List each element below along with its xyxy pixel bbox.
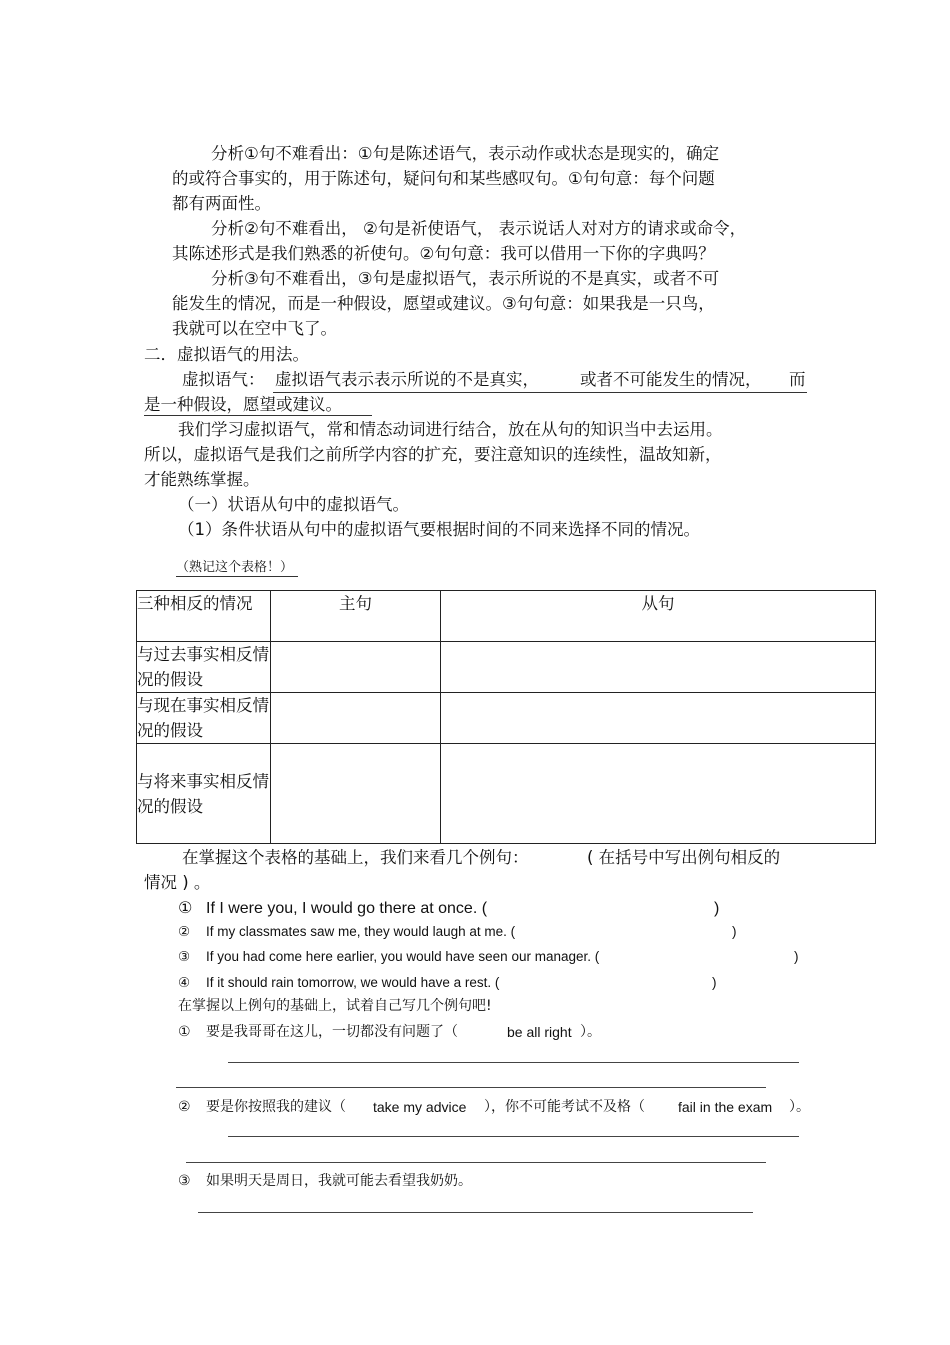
- answer-line-3[interactable]: [198, 1212, 753, 1213]
- row-future-sub[interactable]: [441, 744, 876, 844]
- analysis-2-line1: 分析②句不难看出， ②句是祈使语气， 表示说话人对对方的请求或命令，: [211, 219, 747, 238]
- section-heading: 二．虚拟语气的用法。: [144, 345, 309, 364]
- example-4-text: If it should rain tomorrow, we would have a rest. (: [206, 975, 500, 990]
- answer-line-2b[interactable]: [186, 1162, 766, 1163]
- table-row: [137, 744, 876, 844]
- table-note: （熟记这个表格！）: [176, 560, 294, 575]
- row-future-label: 与将来事实相反情况的假设: [137, 744, 271, 844]
- definition-underline-2: [144, 415, 372, 416]
- practice-1-cn1: 要是我哥哥在这儿，一切都没有问题了（: [206, 1024, 458, 1040]
- analysis-3-line1: 分析③句不难看出，③句是虚拟语气，表示所说的不是真实，或者不可: [211, 269, 720, 288]
- definition-part3: 而: [789, 370, 806, 389]
- practice-1-cn2: ）。: [580, 1024, 601, 1040]
- practice-3-cn1: 如果明天是周日，我就可能去看望我奶奶。: [206, 1173, 472, 1189]
- subheading-adverbial: （一）状语从句中的虚拟语气。: [178, 495, 409, 514]
- definition-label: 虚拟语气：: [182, 370, 265, 389]
- example-3-number: ③: [178, 949, 191, 964]
- example-1-number: ①: [178, 900, 193, 917]
- definition-line2: 是一种假设，愿望或建议。: [144, 395, 342, 414]
- subjunctive-table: [136, 590, 876, 844]
- practice-1-en1: be all right: [507, 1024, 572, 1040]
- example-3-text: If you had come here earlier, you would have seen our manager. (: [206, 949, 600, 964]
- example-1-close: ): [714, 900, 720, 917]
- examples-intro-part3: 情况 ) 。: [144, 873, 211, 892]
- practice-2-en2: fail in the exam: [678, 1099, 773, 1115]
- row-future-main[interactable]: [271, 744, 441, 844]
- practice-2-en1: take my advice: [373, 1099, 467, 1115]
- practice-1-number: ①: [178, 1024, 191, 1040]
- paragraph-line1: 我们学习虚拟语气，常和情态动词进行结合，放在从句的知识当中去运用。: [178, 420, 723, 439]
- practice-3-number: ③: [178, 1173, 191, 1189]
- analysis-3-line2: 能发生的情况，而是一种假设，愿望或建议。③句句意：如果我是一只鸟，: [172, 294, 715, 313]
- example-2-text: If my classmates saw me, they would laugh at me. (: [206, 924, 516, 939]
- paragraph-line2: 所以，虚拟语气是我们之前所学内容的扩充，要注意知识的连续性，温故知新，: [144, 445, 722, 464]
- analysis-1-line3: 都有两面性。: [172, 194, 271, 213]
- examples-intro-part1: 在掌握这个表格的基础上，我们来看几个例句：: [182, 848, 529, 867]
- table-row: [137, 642, 876, 693]
- definition-part1: 虚拟语气表示表示所说的不是真实，: [275, 370, 539, 389]
- answer-line-1a[interactable]: [228, 1062, 799, 1063]
- row-present-main[interactable]: [271, 693, 441, 744]
- row-past-sub[interactable]: [441, 642, 876, 693]
- subheading-conditional: （1）条件状语从句中的虚拟语气要根据时间的不同来选择不同的情况。: [178, 520, 700, 539]
- analysis-3-line3: 我就可以在空中飞了。: [172, 319, 337, 338]
- header-situation: [137, 591, 271, 642]
- example-4-close: ): [712, 975, 717, 990]
- example-2-number: ②: [178, 924, 191, 939]
- answer-line-1b[interactable]: [176, 1087, 766, 1088]
- row-past-main[interactable]: [271, 642, 441, 693]
- row-present-label: 与现在事实相反情况的假设: [137, 693, 271, 744]
- example-3-close: ): [794, 949, 799, 964]
- practice-2-cn3: ）。: [789, 1099, 810, 1115]
- header-sub-clause: 从句: [441, 591, 876, 642]
- practice-2-cn2: ），你不可能考试不及格（: [484, 1099, 645, 1115]
- example-1-text: If I were you, I would go there at once. (: [206, 900, 488, 917]
- definition-underline: [273, 392, 807, 393]
- table-header-row: [137, 591, 876, 642]
- table-row: [137, 693, 876, 744]
- answer-line-2a[interactable]: [228, 1136, 799, 1137]
- row-past-label: 与过去事实相反情况的假设: [137, 642, 271, 693]
- row-present-sub[interactable]: [441, 693, 876, 744]
- examples-intro-part2: ( 在括号中写出例句相反的: [587, 848, 781, 867]
- definition-part2: 或者不可能发生的情况，: [580, 370, 762, 389]
- example-2-close: ): [732, 924, 737, 939]
- practice-intro: 在掌握以上例句的基础上，试着自己写几个例句吧!: [178, 998, 492, 1014]
- paragraph-line3: 才能熟练掌握。: [144, 470, 260, 489]
- analysis-2-line2: 其陈述形式是我们熟悉的祈使句。②句句意：我可以借用一下你的字典吗？: [172, 244, 715, 263]
- practice-2-number: ②: [178, 1099, 191, 1115]
- analysis-1-line1: 分析①句不难看出：①句是陈述语气，表示动作或状态是现实的，确定: [211, 144, 720, 163]
- table-note-underline: [176, 576, 298, 577]
- header-main-clause: 主句: [271, 591, 441, 642]
- practice-2-cn1: 要是你按照我的建议（: [206, 1099, 346, 1115]
- analysis-1-line2: 的或符合事实的，用于陈述句，疑问句和某些感叹句。①句句意：每个问题: [172, 169, 715, 188]
- header-situation-text: 三种相反的情况: [137, 594, 253, 613]
- example-4-number: ④: [178, 975, 191, 990]
